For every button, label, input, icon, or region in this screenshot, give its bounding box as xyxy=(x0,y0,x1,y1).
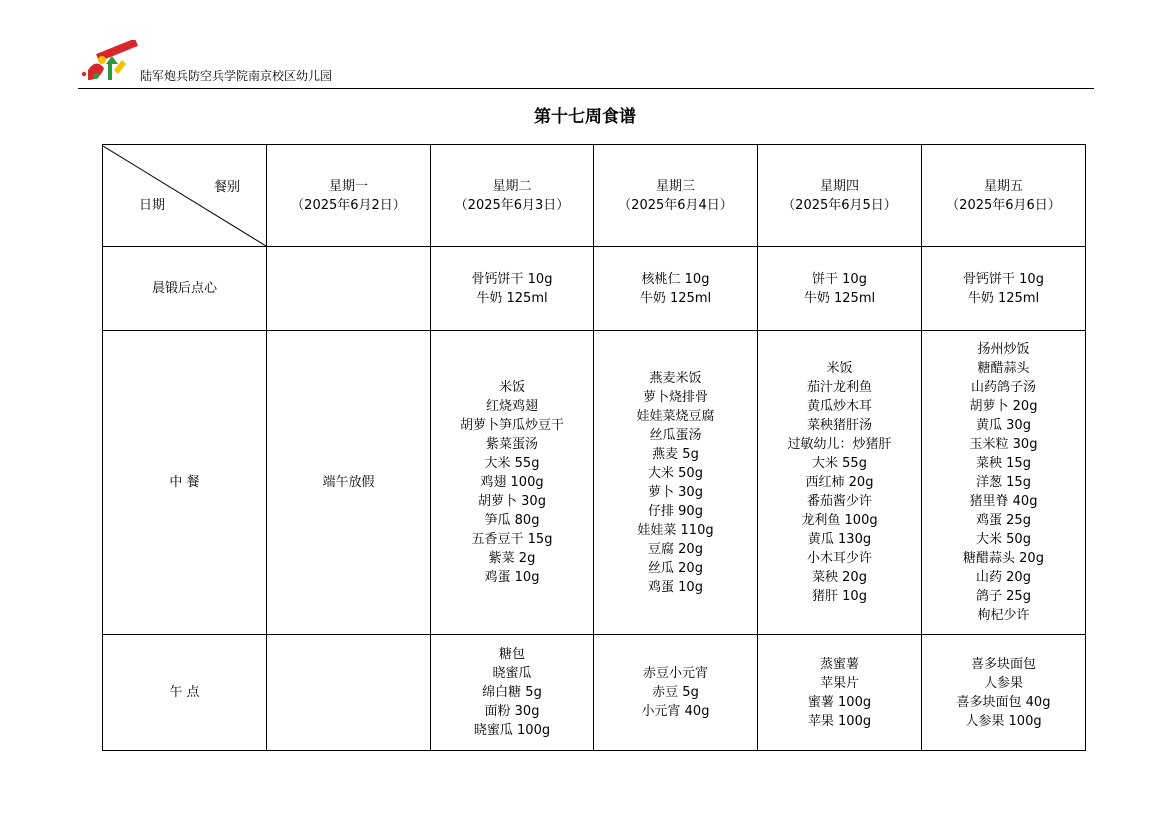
menu-item: 晓蜜瓜 100g xyxy=(473,723,551,738)
menu-item: 人参果 xyxy=(983,675,1023,691)
menu-item: 糖包 xyxy=(498,647,525,662)
menu-item: 蒸蜜薯 xyxy=(819,656,859,672)
menu-item: 糖醋蒜头 20g xyxy=(963,551,1044,566)
menu-item: 玉米粒 30g xyxy=(969,437,1038,452)
menu-cell xyxy=(267,635,431,751)
menu-cell xyxy=(431,331,594,635)
day-name: 星期四 xyxy=(819,178,859,194)
menu-item: 大米 50g xyxy=(648,465,703,481)
menu-item: 鸡蛋 25g xyxy=(976,513,1031,528)
corner-cell xyxy=(103,145,267,247)
menu-item: 饼干 10g xyxy=(812,271,867,287)
kindergarten-logo-icon xyxy=(78,40,138,82)
menu-item: 端午放假 xyxy=(322,475,375,490)
menu-item: 猪肝 10g xyxy=(812,589,867,604)
menu-cell xyxy=(758,635,922,751)
menu-cell xyxy=(758,331,922,635)
menu-item: 山药鸽子汤 xyxy=(970,380,1036,395)
menu-cell xyxy=(267,331,431,635)
menu-item: 豆腐 20g xyxy=(648,541,703,557)
row-label: 晨锻后点心 xyxy=(103,247,267,331)
menu-item: 笋瓜 80g xyxy=(484,513,540,528)
menu-item: 西红柿 20g xyxy=(805,475,874,490)
menu-item: 番茄酱少许 xyxy=(806,494,872,509)
menu-item: 鸡翅 100g xyxy=(480,475,544,490)
day-name: 星期二 xyxy=(492,178,532,194)
menu-item: 紫菜 2g xyxy=(488,551,536,566)
menu-item: 赤豆 5g xyxy=(652,685,699,700)
menu-item: 人参果 100g xyxy=(965,713,1042,729)
menu-item: 小木耳少许 xyxy=(806,551,872,566)
menu-item: 菜秧 20g xyxy=(812,570,867,585)
day-header xyxy=(267,145,431,247)
menu-item: 牛奶 125ml xyxy=(476,290,548,306)
menu-item: 赤豆小元宵 xyxy=(642,666,708,681)
menu-item: 苹果片 xyxy=(819,675,859,691)
menu-item: 米饭 xyxy=(826,361,853,376)
menu-item: 牛奶 125ml xyxy=(967,290,1040,306)
menu-item: 糖醋蒜头 xyxy=(977,361,1030,376)
menu-item: 山药 20g xyxy=(976,570,1031,585)
menu-cell xyxy=(594,247,758,331)
day-date: （2025年6月6日） xyxy=(946,197,1061,213)
menu-item: 大米 55g xyxy=(484,456,540,471)
day-name: 星期三 xyxy=(655,178,695,194)
menu-item: 扬州炒饭 xyxy=(977,342,1030,357)
menu-item: 蜜薯 100g xyxy=(807,694,872,710)
menu-item: 洋葱 15g xyxy=(976,475,1031,490)
menu-cell xyxy=(922,331,1086,635)
menu-item: 胡萝卜 30g xyxy=(478,494,546,509)
menu-item: 晓蜜瓜 xyxy=(492,666,532,681)
menu-item: 菜秧 15g xyxy=(976,456,1031,471)
meal-row-morning-snack xyxy=(103,247,1086,331)
row-label: 中 餐 xyxy=(103,331,267,635)
menu-item: 菜秧猪肝汤 xyxy=(806,418,872,433)
menu-item: 喜多块面包 xyxy=(970,656,1036,672)
menu-item: 米饭 xyxy=(498,380,525,395)
menu-cell xyxy=(431,247,594,331)
day-header xyxy=(922,145,1086,247)
day-date: （2025年6月2日） xyxy=(291,197,406,213)
menu-item: 萝卜 30g xyxy=(648,484,703,500)
menu-item: 核桃仁 10g xyxy=(641,271,710,287)
row-label: 午 点 xyxy=(103,635,267,751)
page-title: 第十七周食谱 xyxy=(534,107,636,127)
menu-item: 黄瓜 130g xyxy=(807,532,872,547)
menu-item: 大米 50g xyxy=(976,532,1031,547)
day-date: （2025年6月4日） xyxy=(618,197,733,213)
menu-item: 仔排 90g xyxy=(648,503,703,519)
day-header xyxy=(758,145,922,247)
diagonal-divider xyxy=(103,146,266,246)
menu-item: 喜多块面包 40g xyxy=(956,694,1051,710)
day-date: （2025年6月3日） xyxy=(454,197,570,213)
menu-item: 茄汁龙利鱼 xyxy=(806,380,872,395)
menu-item: 苹果 100g xyxy=(807,713,872,729)
menu-item: 鸡蛋 10g xyxy=(484,570,540,585)
day-name: 星期五 xyxy=(983,178,1023,194)
menu-item: 红烧鸡翅 xyxy=(485,399,538,414)
menu-item: 绵白糖 5g xyxy=(482,685,542,700)
menu-item: 紫菜蛋汤 xyxy=(485,437,538,452)
menu-item: 鸽子 25g xyxy=(976,589,1031,604)
menu-cell xyxy=(431,635,594,751)
school-name: 陆军炮兵防空兵学院南京校区幼儿园 xyxy=(140,69,333,83)
meal-type-label: 餐别 xyxy=(213,179,240,195)
day-header xyxy=(594,145,758,247)
page-header xyxy=(78,40,1094,89)
weekly-menu-table xyxy=(102,144,1086,751)
menu-item: 五香豆干 15g xyxy=(471,532,553,547)
day-header xyxy=(431,145,594,247)
meal-row-lunch xyxy=(103,331,1086,635)
menu-cell xyxy=(922,247,1086,331)
menu-item: 枸杞少许 xyxy=(977,608,1030,623)
menu-item: 龙利鱼 100g xyxy=(801,513,878,528)
menu-cell xyxy=(922,635,1086,751)
menu-item: 骨钙饼干 10g xyxy=(471,271,553,287)
menu-cell xyxy=(594,331,758,635)
menu-item: 鸡蛋 10g xyxy=(648,579,703,595)
menu-cell xyxy=(758,247,922,331)
day-name: 星期一 xyxy=(328,178,368,194)
menu-item: 过敏幼儿：炒猪肝 xyxy=(787,437,892,452)
menu-item: 牛奶 125ml xyxy=(639,290,712,306)
menu-item: 萝卜烧排骨 xyxy=(642,389,708,405)
menu-item: 娃娃菜 110g xyxy=(637,522,714,538)
menu-item: 猪里脊 40g xyxy=(969,494,1038,509)
meal-row-afternoon-snack xyxy=(103,635,1086,751)
menu-item: 黄瓜 30g xyxy=(976,418,1031,433)
menu-item: 小元宵 40g xyxy=(641,704,710,719)
menu-item: 丝瓜蛋汤 xyxy=(649,427,702,443)
day-date: （2025年6月5日） xyxy=(782,197,897,213)
menu-item: 燕麦米饭 xyxy=(649,370,702,386)
menu-item: 丝瓜 20g xyxy=(648,560,703,576)
date-label: 日期 xyxy=(139,197,166,213)
menu-item: 牛奶 125ml xyxy=(803,290,876,306)
menu-item: 大米 55g xyxy=(812,456,867,471)
menu-item: 面粉 30g xyxy=(484,704,540,719)
menu-item: 胡萝卜笋瓜炒豆干 xyxy=(459,418,564,433)
menu-item: 燕麦 5g xyxy=(652,446,699,462)
menu-cell xyxy=(594,635,758,751)
menu-cell xyxy=(267,247,431,331)
header-row xyxy=(103,145,1086,247)
menu-item: 黄瓜炒木耳 xyxy=(806,399,872,414)
menu-item: 娃娃菜烧豆腐 xyxy=(636,408,715,424)
menu-item: 骨钙饼干 10g xyxy=(963,271,1044,287)
menu-item: 胡萝卜 20g xyxy=(969,399,1038,414)
